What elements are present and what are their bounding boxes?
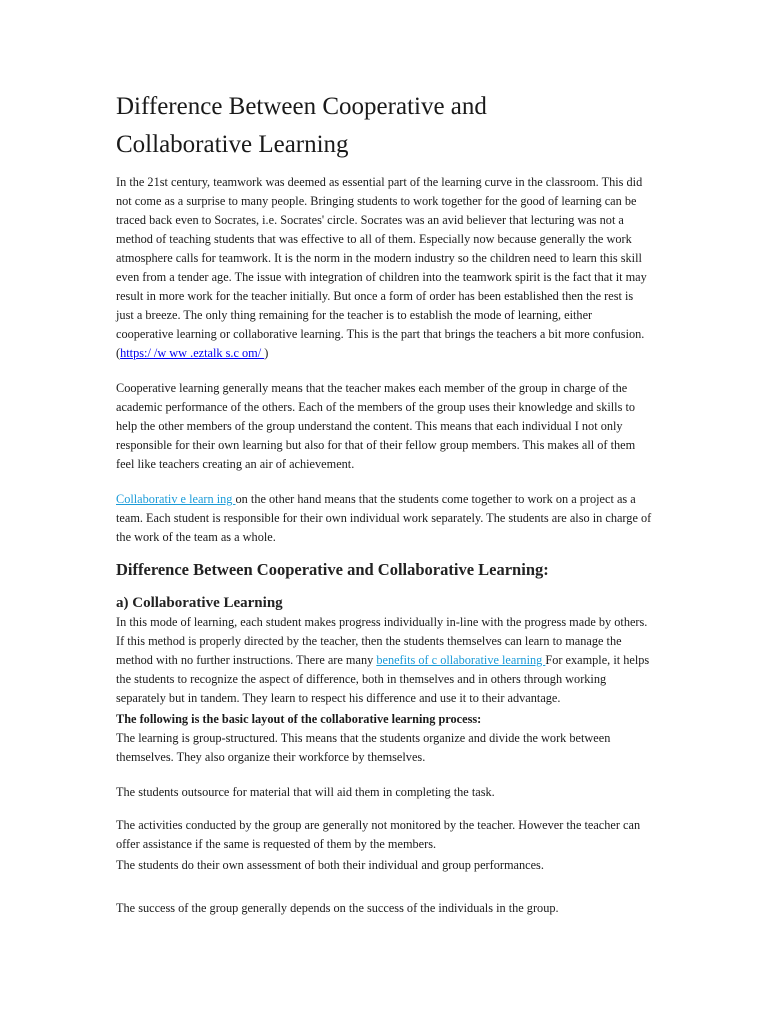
collab-body-text-before: In this mode of learning, each student makes progress individually in-line with the progress made by others. If this method is properly directed by the teacher, then the students themselves can learn to manage the method with no further instructions. There are many <box>116 615 648 667</box>
collaborative-learning-link[interactable]: Collaborativ e learn ing <box>116 492 236 506</box>
collaborative-intro-text: on the other hand means that the students come together to work on a project as a team. Each student is responsible for their own individual work separately. The students are also in charge of the work of the team as a whole. <box>116 492 652 544</box>
page-title <box>116 88 652 164</box>
eztalks-link[interactable]: https:/ /w ww .eztalk s.c om/ <box>120 346 265 360</box>
intro-text: In the 21st century, teamwork was deemed as essential part of the learning curve in the classroom. This did not come as a surprise to many people. Bringing students to work together for the good of learning can be traced back even to Socrates, i.e. Socrates' circle. Socrates was an avid believer that lecturing was not a method of teaching students that was effective to all of them. Especially now because generally the work atmosphere calls for teamwork. It is the norm in the modern industry so the children need to learn this skill even from a tender age. The issue with integration of children into the teamwork spirit is the fact that it may result in more work for the teacher initially. But once a form of order has been established then the rest is just a breeze. The only thing remaining for the teacher is to establish the mode of learning, either cooperative learning or collaborative learning. This is the part that brings the teachers a bit more confusion. ( <box>116 175 647 360</box>
layout-heading: The following is the basic layout of the collaborative learning process: <box>116 712 482 726</box>
point-3: The activities conducted by the group are generally not monitored by the teacher. However the teacher can offer assistance if the same is requested of them by the members. <box>116 818 641 851</box>
document-page <box>116 88 652 918</box>
point-5: The success of the group generally depends on the success of the individuals in the group. <box>116 901 559 915</box>
intro-close: ) <box>264 346 269 360</box>
point-4: The students do their own assessment of both their individual and group performances. <box>116 858 544 872</box>
collaborative-intro-paragraph <box>116 490 652 547</box>
point-1: The learning is group-structured. This means that the students organize and divide the work between themselves. They also organize their workforce by themselves. <box>116 731 611 764</box>
title-line-1: Difference Between Cooperative and <box>116 93 487 120</box>
point-2: The students outsource for material that will aid them in completing the task. <box>116 785 495 799</box>
collaborative-body-paragraph <box>116 613 652 708</box>
intro-paragraph <box>116 173 652 363</box>
cooperative-paragraph: Cooperative learning generally means that the teacher makes each member of the group in charge of the academic performance of the others. Each of the members of the group uses their knowledge and skills to help the other members of the group understand the content. This means that each individual I not only responsible for their own learning but also for that of their fellow group members. This makes all of them feel like teachers creating an air of achievement. <box>116 381 636 471</box>
title-line-2: Collaborative Learning <box>116 131 349 158</box>
benefits-link[interactable]: benefits of c ollaborative learning <box>376 653 546 667</box>
section-heading: Difference Between Cooperative and Collaborative Learning: <box>116 560 549 579</box>
sub-heading: a) Collaborative Learning <box>116 595 283 611</box>
collab-body-text-after: For example, it helps the students to recognize the aspect of difference, both in themselves and in others through working separately but in tandem. They learn to respect his difference and use it to their advantage. <box>116 653 650 705</box>
